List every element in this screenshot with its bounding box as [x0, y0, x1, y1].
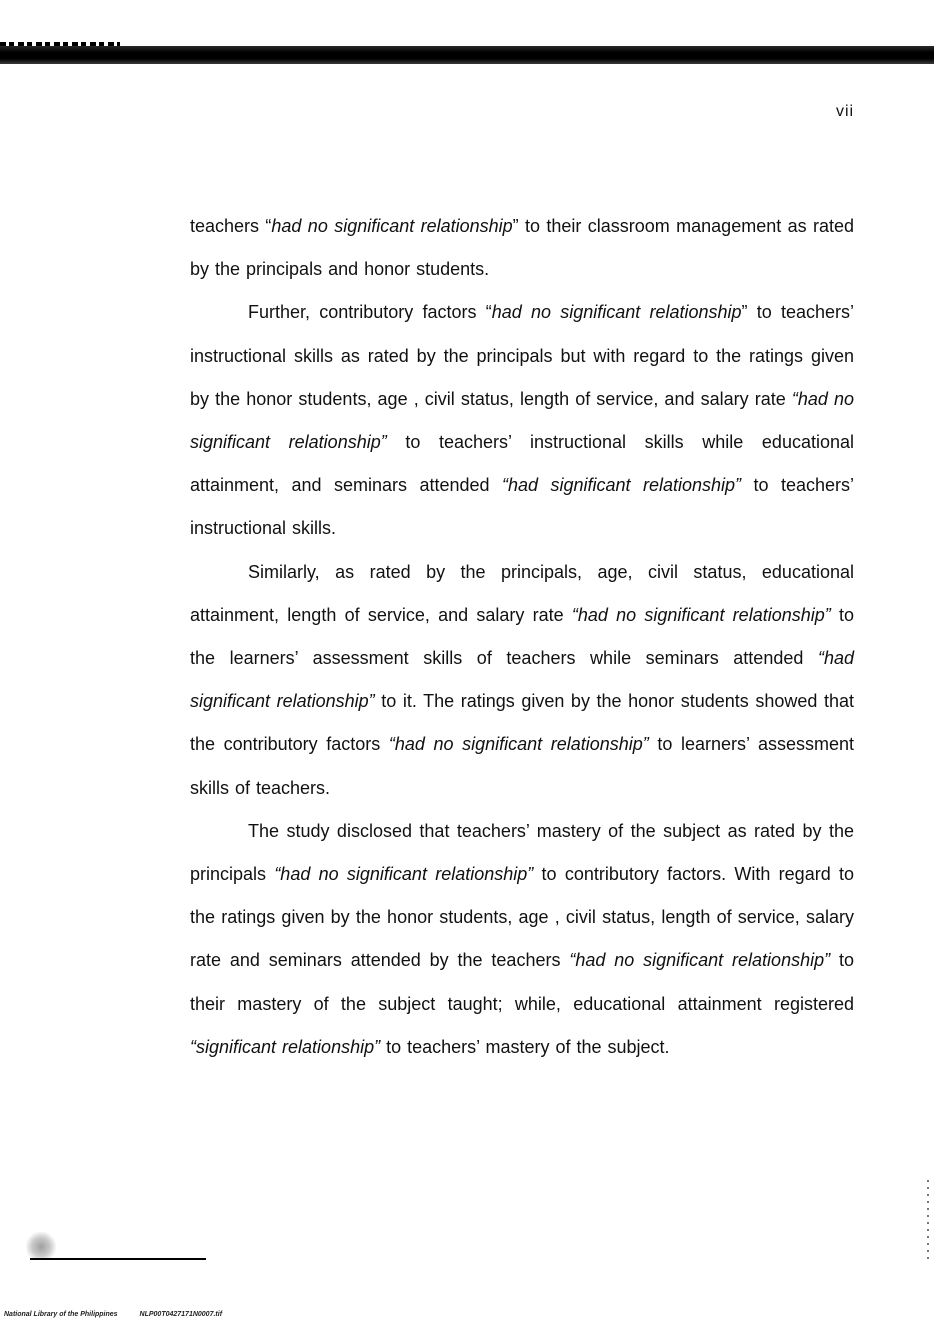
paragraph-2	[190, 291, 854, 550]
library-name: National Library of the Philippines	[4, 1311, 118, 1318]
scan-artifact-bar	[0, 46, 934, 64]
italic-phrase: “had significant relationship”	[502, 475, 742, 496]
paragraph-3	[190, 551, 854, 810]
text-run: ” to teachers’ instructional skills as rated by the principals but with regard to the ratings given by the honor students, age , civil status, length of service, and salary rate	[190, 302, 855, 409]
page-number: vii	[836, 103, 855, 120]
italic-phrase: had no significant relationship	[271, 216, 513, 236]
italic-phrase: had no significant relationship	[491, 302, 742, 323]
text-run: to the learners’ assessment skills of teachers while seminars attended	[190, 604, 855, 669]
text-run: to their mastery of the subject taught; while, educational attainment registered	[190, 950, 854, 1014]
paragraph-4	[190, 810, 854, 1069]
italic-phrase: “significant relationship”	[190, 1036, 381, 1057]
text-run: Further, contributory factors “	[248, 302, 492, 323]
text-run: to learners’ assessment skills of teachers.	[190, 734, 854, 798]
italic-phrase: “had no significant relationship”	[569, 950, 831, 971]
paragraph-1	[190, 205, 854, 291]
italic-phrase: “had significant relationship”	[190, 648, 854, 712]
scan-code: NLP00T0427171N0007.tif	[139, 1311, 223, 1318]
text-run: to contributory factors. With regard to the ratings given by the honor students, age , civil status, length of service, salary rate and seminars attended by the teachers	[190, 864, 854, 971]
text-run: to teachers’ instructional skills while educational attainment, and seminars attended	[190, 432, 854, 496]
text-run: Similarly, as rated by the principals, age, civil status, educational attainment, length of service, and salary rate	[190, 561, 854, 625]
footer-caption	[4, 1311, 222, 1318]
italic-phrase: “had no significant relationship”	[388, 734, 649, 755]
text-run: teachers “	[190, 216, 272, 236]
scan-smudge	[26, 1230, 56, 1258]
body-text	[190, 205, 854, 1069]
footer-rule	[30, 1258, 206, 1260]
italic-phrase: “had no significant relationship”	[190, 388, 854, 453]
scan-specks	[927, 1180, 929, 1260]
text-run: to teachers’ instructional skills.	[190, 475, 854, 539]
text-run: ” to their classroom management as rated by the principals and honor students.	[190, 216, 854, 280]
italic-phrase: “had no significant relationship”	[274, 864, 534, 885]
text-run: The study disclosed that teachers’ mastery of the subject as rated by the principals	[190, 820, 854, 885]
text-run: to teachers’ mastery of the subject.	[380, 1036, 670, 1057]
text-run: to it. The ratings given by the honor students showed that the contributory factors	[190, 691, 855, 755]
italic-phrase: “had no significant relationship”	[571, 604, 831, 625]
